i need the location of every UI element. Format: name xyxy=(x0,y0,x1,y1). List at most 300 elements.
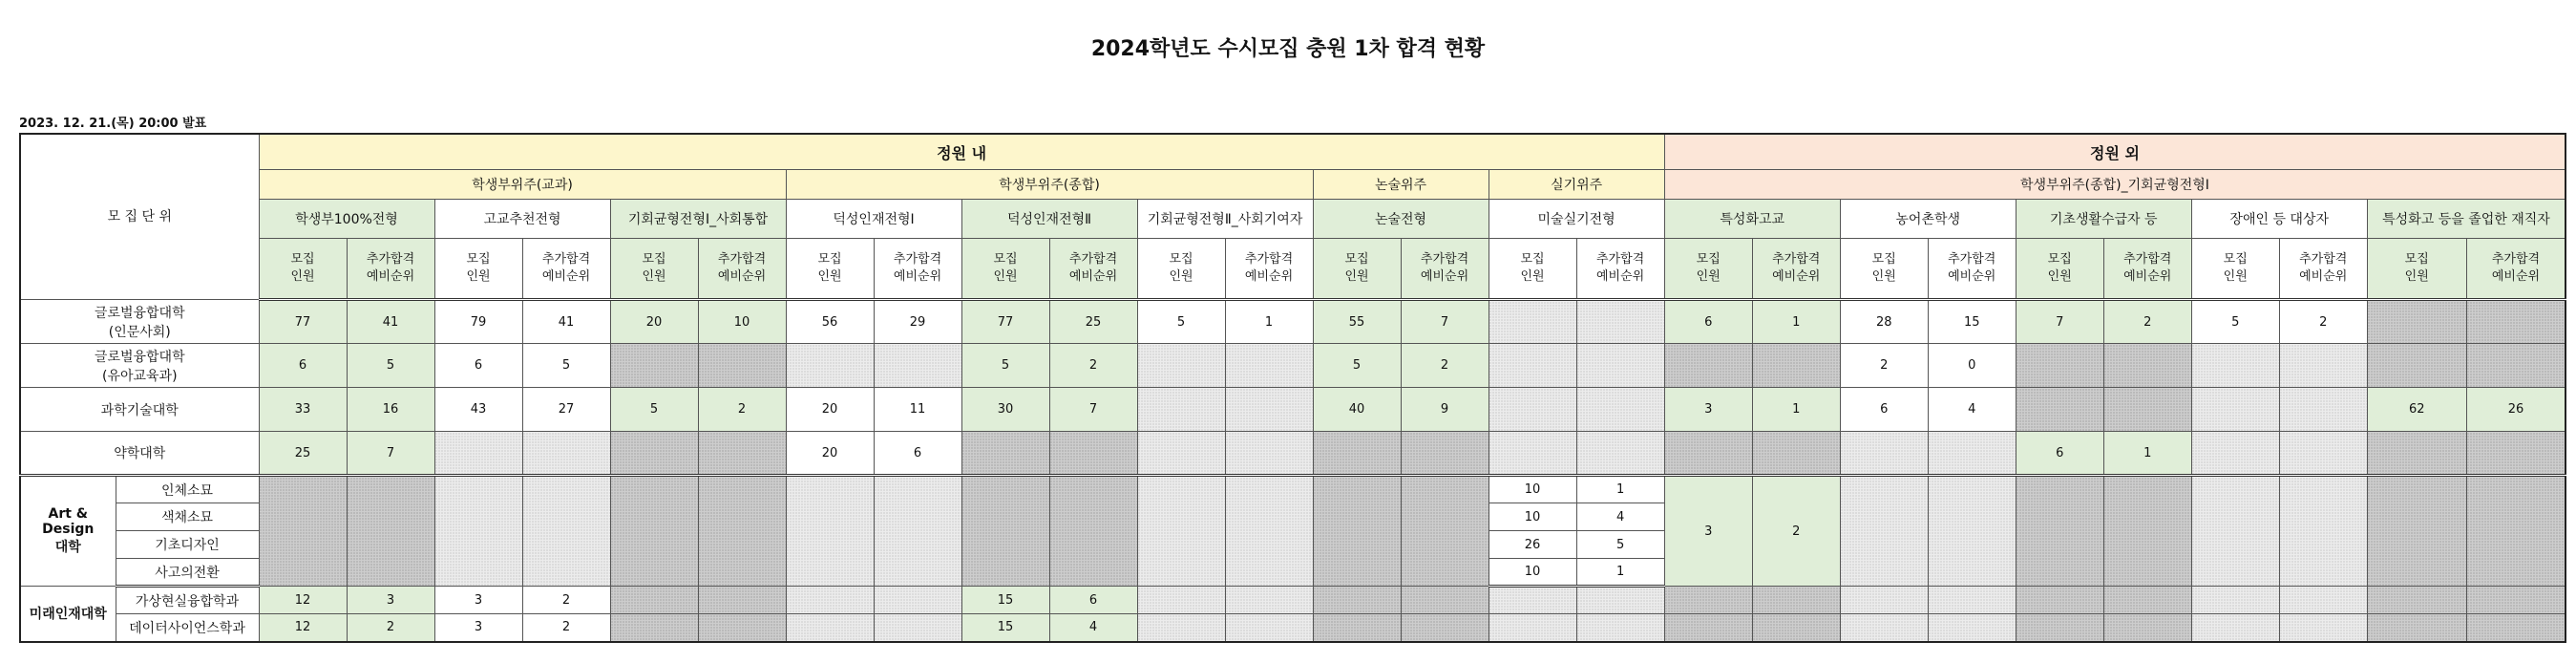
subheader-additional-line: 예비순위 xyxy=(2491,269,2541,284)
recruit-count: 6 xyxy=(2016,432,2103,476)
subheader-recruit-line: 인원 xyxy=(1871,269,1896,284)
track-header: 기초생활수급자 등 xyxy=(2016,200,2191,239)
additional-rank xyxy=(2466,432,2565,476)
recruit-count xyxy=(1489,344,1576,388)
recruit-count xyxy=(2016,614,2103,642)
subheader-additional xyxy=(522,239,610,300)
unit-name-line: 약학대학 xyxy=(114,446,166,461)
subheader-additional-line: 추가합격 xyxy=(366,252,415,267)
recruit-count: 5 xyxy=(610,388,698,432)
unit-name-line: 글로벌융합대학 xyxy=(94,349,185,365)
additional-rank: 27 xyxy=(522,388,610,432)
empty-cell xyxy=(1840,476,1928,587)
empty-cell xyxy=(874,476,961,587)
recruit-count: 77 xyxy=(961,300,1049,344)
subheader-additional xyxy=(1928,239,2016,300)
recruit-count: 3 xyxy=(434,614,522,642)
recruit-count: 62 xyxy=(2367,388,2466,432)
subheader-recruit-line: 인원 xyxy=(1520,269,1545,284)
subheader-recruit-line: 인원 xyxy=(817,269,842,284)
additional-rank xyxy=(1225,344,1313,388)
subheader-additional-line: 추가합격 xyxy=(1068,252,1118,267)
additional-rank xyxy=(1752,432,1840,476)
track-header: 특성화고교 xyxy=(1664,200,1840,239)
recruit-count: 43 xyxy=(434,388,522,432)
subheader-additional xyxy=(2103,239,2191,300)
additional-rank xyxy=(1576,614,1664,642)
additional-rank: 2 xyxy=(522,614,610,642)
subheader-additional-line: 추가합격 xyxy=(893,252,942,267)
subheader-additional-line: 추가합격 xyxy=(1244,252,1294,267)
empty-cell xyxy=(610,476,698,587)
unit-name xyxy=(20,300,259,344)
dept-name: 기초디자인 xyxy=(116,531,259,559)
recruit-count xyxy=(610,432,698,476)
subheader-additional-line: 예비순위 xyxy=(1772,269,1821,284)
additional-rank: 2 xyxy=(1752,476,1840,587)
empty-cell xyxy=(961,476,1049,587)
additional-rank xyxy=(2103,388,2191,432)
group-practical: 실기위주 xyxy=(1489,170,1664,200)
subheader-recruit-line: 모집 xyxy=(993,252,1018,267)
additional-rank: 6 xyxy=(1049,587,1137,614)
recruit-count xyxy=(1489,300,1576,344)
empty-cell xyxy=(2103,476,2191,587)
recruit-count xyxy=(1489,388,1576,432)
recruit-count xyxy=(610,614,698,642)
additional-rank: 1 xyxy=(1225,300,1313,344)
subheader-additional xyxy=(1576,239,1664,300)
recruit-count: 6 xyxy=(1840,388,1928,432)
additional-rank: 2 xyxy=(347,614,434,642)
recruit-count xyxy=(2016,344,2103,388)
unit-name-line: 과학기술대학 xyxy=(100,402,179,418)
track-header: 기회균형전형Ⅰ_사회통합 xyxy=(610,200,786,239)
recruit-count: 2 xyxy=(1840,344,1928,388)
additional-rank xyxy=(1752,344,1840,388)
additional-rank: 9 xyxy=(1401,388,1489,432)
recruit-count xyxy=(1840,614,1928,642)
recruit-count: 79 xyxy=(434,300,522,344)
subheader-recruit xyxy=(259,239,347,300)
subheader-additional-line: 추가합격 xyxy=(1596,252,1645,267)
empty-cell xyxy=(1049,476,1137,587)
additional-rank: 29 xyxy=(874,300,961,344)
subheader-additional-line: 예비순위 xyxy=(2123,269,2172,284)
additional-rank: 41 xyxy=(522,300,610,344)
additional-rank xyxy=(874,587,961,614)
empty-cell xyxy=(259,476,347,587)
recruit-count xyxy=(1137,587,1225,614)
recruit-count: 56 xyxy=(786,300,874,344)
additional-rank: 7 xyxy=(1049,388,1137,432)
recruit-count: 33 xyxy=(259,388,347,432)
additional-rank: 6 xyxy=(874,432,961,476)
subheader-additional-line: 예비순위 xyxy=(366,269,415,284)
subheader-recruit xyxy=(961,239,1049,300)
quota-in-header: 정원 내 xyxy=(259,134,1664,170)
additional-rank xyxy=(1576,300,1664,344)
quota-out-header: 정원 외 xyxy=(1664,134,2565,170)
recruit-count: 10 xyxy=(1489,476,1576,503)
subheader-additional-line: 예비순위 xyxy=(893,269,942,284)
recruit-count xyxy=(1489,614,1576,642)
dept-name: 인체소묘 xyxy=(116,476,259,503)
track-header: 논술전형 xyxy=(1313,200,1489,239)
empty-cell xyxy=(2466,476,2565,587)
additional-rank xyxy=(2466,614,2565,642)
subheader-additional-line: 예비순위 xyxy=(541,269,591,284)
dept-name: 색채소묘 xyxy=(116,503,259,531)
recruit-count: 28 xyxy=(1840,300,1928,344)
additional-rank: 5 xyxy=(522,344,610,388)
additional-rank: 2 xyxy=(522,587,610,614)
recruit-count: 55 xyxy=(1313,300,1401,344)
additional-rank xyxy=(1576,432,1664,476)
empty-cell xyxy=(2367,476,2466,587)
page-title: 2024학년도 수시모집 충원 1차 합격 현황 xyxy=(1090,37,1486,61)
additional-rank: 1 xyxy=(2103,432,2191,476)
subheader-additional xyxy=(1049,239,1137,300)
group-essay: 논술위주 xyxy=(1313,170,1489,200)
unit-name-line: 글로벌융합대학 xyxy=(94,305,185,321)
subheader-recruit xyxy=(610,239,698,300)
additional-rank xyxy=(1576,344,1664,388)
empty-cell xyxy=(1401,476,1489,587)
subheader-recruit xyxy=(1489,239,1576,300)
additional-rank xyxy=(1401,587,1489,614)
additional-rank: 1 xyxy=(1752,388,1840,432)
subheader-recruit-line: 모집 xyxy=(2223,252,2248,267)
additional-rank: 5 xyxy=(347,344,434,388)
college-name-line: Art & Design xyxy=(42,506,95,537)
subheader-additional-line: 추가합격 xyxy=(2299,252,2348,267)
additional-rank xyxy=(1225,432,1313,476)
additional-rank xyxy=(1401,614,1489,642)
subheader-additional xyxy=(347,239,434,300)
recruit-count xyxy=(786,344,874,388)
recruit-count xyxy=(1840,587,1928,614)
subheader-recruit xyxy=(2016,239,2103,300)
additional-rank xyxy=(1576,388,1664,432)
subheader-additional-line: 추가합격 xyxy=(1948,252,1996,267)
announcement-date: 2023. 12. 21.(목) 20:00 발표 xyxy=(19,117,207,131)
additional-rank: 26 xyxy=(2466,388,2565,432)
recruit-count xyxy=(1664,587,1752,614)
recruit-count xyxy=(2016,388,2103,432)
additional-rank: 1 xyxy=(1576,476,1664,503)
additional-rank xyxy=(1225,388,1313,432)
empty-cell xyxy=(1928,476,2016,587)
additional-rank xyxy=(1752,587,1840,614)
recruit-count xyxy=(1137,344,1225,388)
additional-rank: 10 xyxy=(698,300,786,344)
subheader-additional xyxy=(2466,239,2565,300)
recruit-count: 5 xyxy=(2191,300,2279,344)
additional-rank xyxy=(698,432,786,476)
group-equal-opportunity: 학생부위주(종합)_기회균형전형Ⅰ xyxy=(1664,170,2565,200)
track-header: 농어촌학생 xyxy=(1840,200,2016,239)
subheader-recruit-line: 인원 xyxy=(1344,269,1369,284)
recruit-count: 6 xyxy=(434,344,522,388)
college-name: 미래인재대학 xyxy=(20,587,116,642)
recruit-count xyxy=(1313,614,1401,642)
recruit-count xyxy=(2191,344,2279,388)
recruit-count xyxy=(2367,587,2466,614)
empty-cell xyxy=(2016,476,2103,587)
recruit-count xyxy=(2367,300,2466,344)
track-header: 학생부100%전형 xyxy=(259,200,434,239)
subheader-recruit-line: 인원 xyxy=(642,269,666,284)
recruit-count: 3 xyxy=(1664,388,1752,432)
recruit-count xyxy=(1137,432,1225,476)
subheader-recruit-line: 모집 xyxy=(2404,252,2429,267)
dept-name: 가상현실융합학과 xyxy=(116,587,259,614)
subheader-additional-line: 추가합격 xyxy=(2491,252,2541,267)
recruit-count xyxy=(610,344,698,388)
dept-name: 사고의전환 xyxy=(116,559,259,587)
recruit-count xyxy=(1137,388,1225,432)
additional-rank: 11 xyxy=(874,388,961,432)
track-header: 기회균형전형Ⅱ_사회기여자 xyxy=(1137,200,1313,239)
recruit-count: 12 xyxy=(259,587,347,614)
recruit-count xyxy=(610,587,698,614)
track-header: 고교추천전형 xyxy=(434,200,610,239)
subheader-recruit-line: 인원 xyxy=(466,269,491,284)
additional-rank: 16 xyxy=(347,388,434,432)
additional-rank: 7 xyxy=(347,432,434,476)
recruit-count xyxy=(961,432,1049,476)
subheader-additional xyxy=(1752,239,1840,300)
unit-name-line: (인문사회) xyxy=(108,324,171,340)
empty-cell xyxy=(1313,476,1401,587)
additional-rank: 4 xyxy=(1928,388,2016,432)
subheader-additional-line: 예비순위 xyxy=(2299,269,2348,284)
subheader-recruit-line: 모집 xyxy=(1344,252,1369,267)
recruit-count: 5 xyxy=(1313,344,1401,388)
empty-cell xyxy=(1137,476,1225,587)
unit-header: 모 집 단 위 xyxy=(20,134,259,300)
subheader-additional xyxy=(874,239,961,300)
subheader-additional-line: 추가합격 xyxy=(717,252,767,267)
recruit-count xyxy=(2191,614,2279,642)
unit-name xyxy=(20,432,259,476)
subheader-recruit-line: 모집 xyxy=(642,252,666,267)
additional-rank xyxy=(1225,614,1313,642)
additional-rank: 25 xyxy=(1049,300,1137,344)
recruit-count: 12 xyxy=(259,614,347,642)
empty-cell xyxy=(347,476,434,587)
additional-rank xyxy=(2103,344,2191,388)
recruit-count: 20 xyxy=(786,388,874,432)
additional-rank: 15 xyxy=(1928,300,2016,344)
additional-rank xyxy=(2466,300,2565,344)
recruit-count xyxy=(1137,614,1225,642)
dept-name: 데이터사이언스학과 xyxy=(116,614,259,642)
subheader-additional xyxy=(698,239,786,300)
empty-cell xyxy=(434,476,522,587)
additional-rank: 2 xyxy=(698,388,786,432)
subheader-recruit-line: 모집 xyxy=(1871,252,1896,267)
empty-cell xyxy=(522,476,610,587)
empty-cell xyxy=(1225,476,1313,587)
additional-rank xyxy=(2103,587,2191,614)
subheader-additional-line: 예비순위 xyxy=(1420,269,1469,284)
additional-rank xyxy=(698,614,786,642)
subheader-recruit-line: 인원 xyxy=(2047,269,2072,284)
recruit-count xyxy=(2191,587,2279,614)
subheader-additional-line: 추가합격 xyxy=(1420,252,1469,267)
recruit-count xyxy=(1664,344,1752,388)
recruit-count xyxy=(1313,587,1401,614)
additional-rank: 7 xyxy=(1401,300,1489,344)
additional-rank xyxy=(2279,614,2367,642)
subheader-additional-line: 예비순위 xyxy=(1948,269,1996,284)
recruit-count: 40 xyxy=(1313,388,1401,432)
additional-rank xyxy=(522,432,610,476)
recruit-count: 5 xyxy=(1137,300,1225,344)
recruit-count xyxy=(1489,587,1576,614)
recruit-count xyxy=(2191,432,2279,476)
recruit-count: 3 xyxy=(434,587,522,614)
subheader-recruit-line: 인원 xyxy=(1696,269,1721,284)
subheader-recruit-line: 모집 xyxy=(466,252,491,267)
unit-name xyxy=(20,344,259,388)
recruit-count: 6 xyxy=(259,344,347,388)
unit-name-line: (유아교육과) xyxy=(101,368,178,384)
additional-rank: 5 xyxy=(1576,531,1664,559)
subheader-additional-line: 추가합격 xyxy=(541,252,591,267)
subheader-recruit xyxy=(2191,239,2279,300)
recruit-count xyxy=(2367,614,2466,642)
additional-rank: 4 xyxy=(1576,503,1664,531)
college-name-line: 대학 xyxy=(54,540,81,555)
subheader-additional-line: 예비순위 xyxy=(1244,269,1294,284)
recruit-count: 15 xyxy=(961,587,1049,614)
additional-rank xyxy=(2103,614,2191,642)
additional-rank xyxy=(1401,432,1489,476)
subheader-recruit xyxy=(1313,239,1401,300)
recruit-count: 3 xyxy=(1664,476,1752,587)
subheader-recruit xyxy=(786,239,874,300)
additional-rank: 4 xyxy=(1049,614,1137,642)
subheader-recruit-line: 모집 xyxy=(817,252,842,267)
subheader-recruit-line: 인원 xyxy=(1169,269,1193,284)
recruit-count: 15 xyxy=(961,614,1049,642)
recruit-count xyxy=(1664,432,1752,476)
recruit-count xyxy=(434,432,522,476)
recruit-count: 77 xyxy=(259,300,347,344)
additional-rank xyxy=(698,587,786,614)
additional-rank xyxy=(1928,432,2016,476)
recruit-count: 20 xyxy=(786,432,874,476)
group-student-record-subject: 학생부위주(교과) xyxy=(259,170,786,200)
additional-rank xyxy=(2279,388,2367,432)
track-header: 덕성인재전형Ⅰ xyxy=(786,200,961,239)
subheader-recruit-line: 인원 xyxy=(993,269,1018,284)
admission-table xyxy=(19,133,2566,643)
additional-rank xyxy=(2279,344,2367,388)
recruit-count: 5 xyxy=(961,344,1049,388)
recruit-count: 10 xyxy=(1489,559,1576,587)
additional-rank xyxy=(2279,432,2367,476)
additional-rank xyxy=(1225,587,1313,614)
subheader-recruit-line: 인원 xyxy=(290,269,315,284)
additional-rank: 2 xyxy=(2103,300,2191,344)
additional-rank: 2 xyxy=(2279,300,2367,344)
subheader-additional xyxy=(1401,239,1489,300)
subheader-recruit-line: 인원 xyxy=(2223,269,2248,284)
additional-rank: 1 xyxy=(1576,559,1664,587)
subheader-additional-line: 예비순위 xyxy=(717,269,767,284)
recruit-count xyxy=(786,587,874,614)
additional-rank xyxy=(1928,587,2016,614)
subheader-additional-line: 예비순위 xyxy=(1068,269,1118,284)
additional-rank: 41 xyxy=(347,300,434,344)
subheader-recruit-line: 인원 xyxy=(2404,269,2429,284)
subheader-additional-line: 예비순위 xyxy=(1596,269,1645,284)
additional-rank xyxy=(2466,344,2565,388)
recruit-count xyxy=(1840,432,1928,476)
recruit-count xyxy=(1664,614,1752,642)
unit-name xyxy=(20,388,259,432)
track-header: 장애인 등 대상자 xyxy=(2191,200,2367,239)
recruit-count xyxy=(1489,432,1576,476)
additional-rank: 0 xyxy=(1928,344,2016,388)
additional-rank xyxy=(874,614,961,642)
recruit-count: 26 xyxy=(1489,531,1576,559)
subheader-additional-line: 추가합격 xyxy=(2123,252,2172,267)
subheader-recruit-line: 모집 xyxy=(290,252,315,267)
additional-rank: 3 xyxy=(347,587,434,614)
additional-rank xyxy=(1576,587,1664,614)
additional-rank: 1 xyxy=(1752,300,1840,344)
group-student-record-comprehensive: 학생부위주(종합) xyxy=(786,170,1313,200)
recruit-count: 7 xyxy=(2016,300,2103,344)
subheader-recruit xyxy=(2367,239,2466,300)
subheader-recruit xyxy=(434,239,522,300)
subheader-recruit xyxy=(1137,239,1225,300)
empty-cell xyxy=(2279,476,2367,587)
empty-cell xyxy=(786,476,874,587)
recruit-count: 6 xyxy=(1664,300,1752,344)
subheader-recruit-line: 모집 xyxy=(1520,252,1545,267)
track-header: 특성화고 등을 졸업한 재직자 xyxy=(2367,200,2565,239)
additional-rank xyxy=(2279,587,2367,614)
subheader-recruit-line: 모집 xyxy=(1696,252,1721,267)
subheader-additional-line: 추가합격 xyxy=(1772,252,1821,267)
recruit-count xyxy=(2367,344,2466,388)
additional-rank xyxy=(2466,587,2565,614)
track-header: 덕성인재전형Ⅱ xyxy=(961,200,1137,239)
recruit-count xyxy=(786,614,874,642)
college-name xyxy=(20,476,116,587)
recruit-count: 30 xyxy=(961,388,1049,432)
empty-cell xyxy=(698,476,786,587)
recruit-count: 25 xyxy=(259,432,347,476)
subheader-recruit-line: 모집 xyxy=(1169,252,1193,267)
subheader-recruit xyxy=(1664,239,1752,300)
recruit-count: 20 xyxy=(610,300,698,344)
recruit-count xyxy=(2367,432,2466,476)
subheader-additional xyxy=(1225,239,1313,300)
track-header: 미술실기전형 xyxy=(1489,200,1664,239)
recruit-count xyxy=(1313,432,1401,476)
additional-rank xyxy=(698,344,786,388)
subheader-additional xyxy=(2279,239,2367,300)
subheader-recruit-line: 모집 xyxy=(2047,252,2072,267)
additional-rank xyxy=(1928,614,2016,642)
